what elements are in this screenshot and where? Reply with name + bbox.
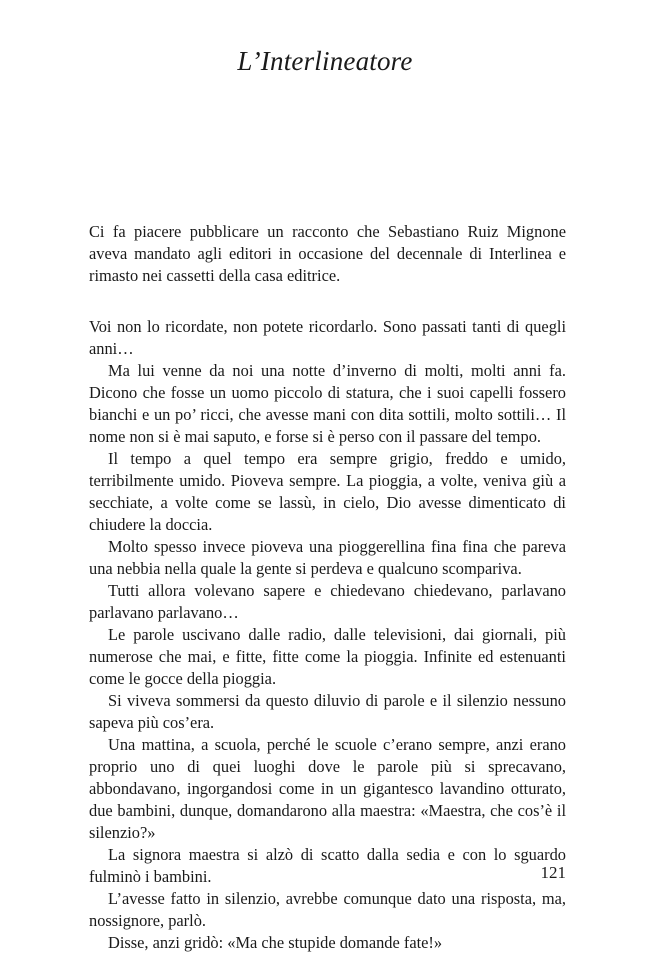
story-paragraph: Il tempo a quel tempo era sempre grigio, freddo e umido, terribilmente umido. Pioveva sempre. La pioggia, a volte, veniva giù a secchiate, a volte come se lassù, in cielo, Dio avesse dimenticato di chiudere la doccia.: [89, 449, 566, 534]
story-paragraph: Si viveva sommersi da questo diluvio di parole e il silenzio nessuno sapeva più cos’era.: [89, 691, 566, 732]
page-number: 121: [540, 863, 566, 882]
story-body: [89, 316, 566, 954]
story-paragraph: Tutti allora volevano sapere e chiedevano chiedevano, parlavano parlavano parlavano…: [89, 581, 566, 622]
story-paragraph: Molto spesso invece pioveva una pioggerellina fina fina che pareva una nebbia nella quale la gente si perdeva e qualcuno scompariva.: [89, 537, 566, 578]
story-paragraph: La signora maestra si alzò di scatto dalla sedia e con lo sguardo fulminò i bambini.: [89, 845, 566, 886]
story-paragraph: Voi non lo ricordate, non potete ricordarlo. Sono passati tanti di quegli anni…: [89, 317, 566, 358]
story-paragraph: Le parole uscivano dalle radio, dalle televisioni, dai giornali, più numerose che mai, e fitte, fitte come la pioggia. Infinite ed estenuanti come le gocce della pioggia.: [89, 625, 566, 688]
editorial-note-text: Ci fa piacere pubblicare un racconto che Sebastiano Ruiz Mignone aveva mandato agli editori in occasione del decennale di Interlinea e rimasto nei cassetti della casa editrice.: [89, 222, 566, 285]
editorial-note: [89, 221, 566, 287]
story-paragraph: Disse, anzi gridò: «Ma che stupide domande fate!»: [108, 933, 443, 952]
running-header-title: L’Interlineatore: [237, 46, 413, 76]
story-paragraph: Ma lui venne da noi una notte d’inverno di molti, molti anni fa. Dicono che fosse un uomo piccolo di statura, che i suoi capelli fossero bianchi e un po’ ricci, che avesse mani con dita sottili, molto sottili… Il nome non si è mai saputo, e forse si è perso con il passare del tempo.: [89, 361, 566, 446]
story-paragraph: L’avesse fatto in silenzio, avrebbe comunque dato una risposta, ma, nossignore, parlò.: [89, 889, 566, 930]
story-paragraph: Una mattina, a scuola, perché le scuole c’erano sempre, anzi erano proprio uno di quei luoghi dove le parole più si sprecavano, abbondavano, ingorgandosi come in un gigantesco lavandino otturato, due bambini, dunque, domandarono alla maestra: «Maestra, che cos’è il silenzio?»: [89, 735, 566, 842]
